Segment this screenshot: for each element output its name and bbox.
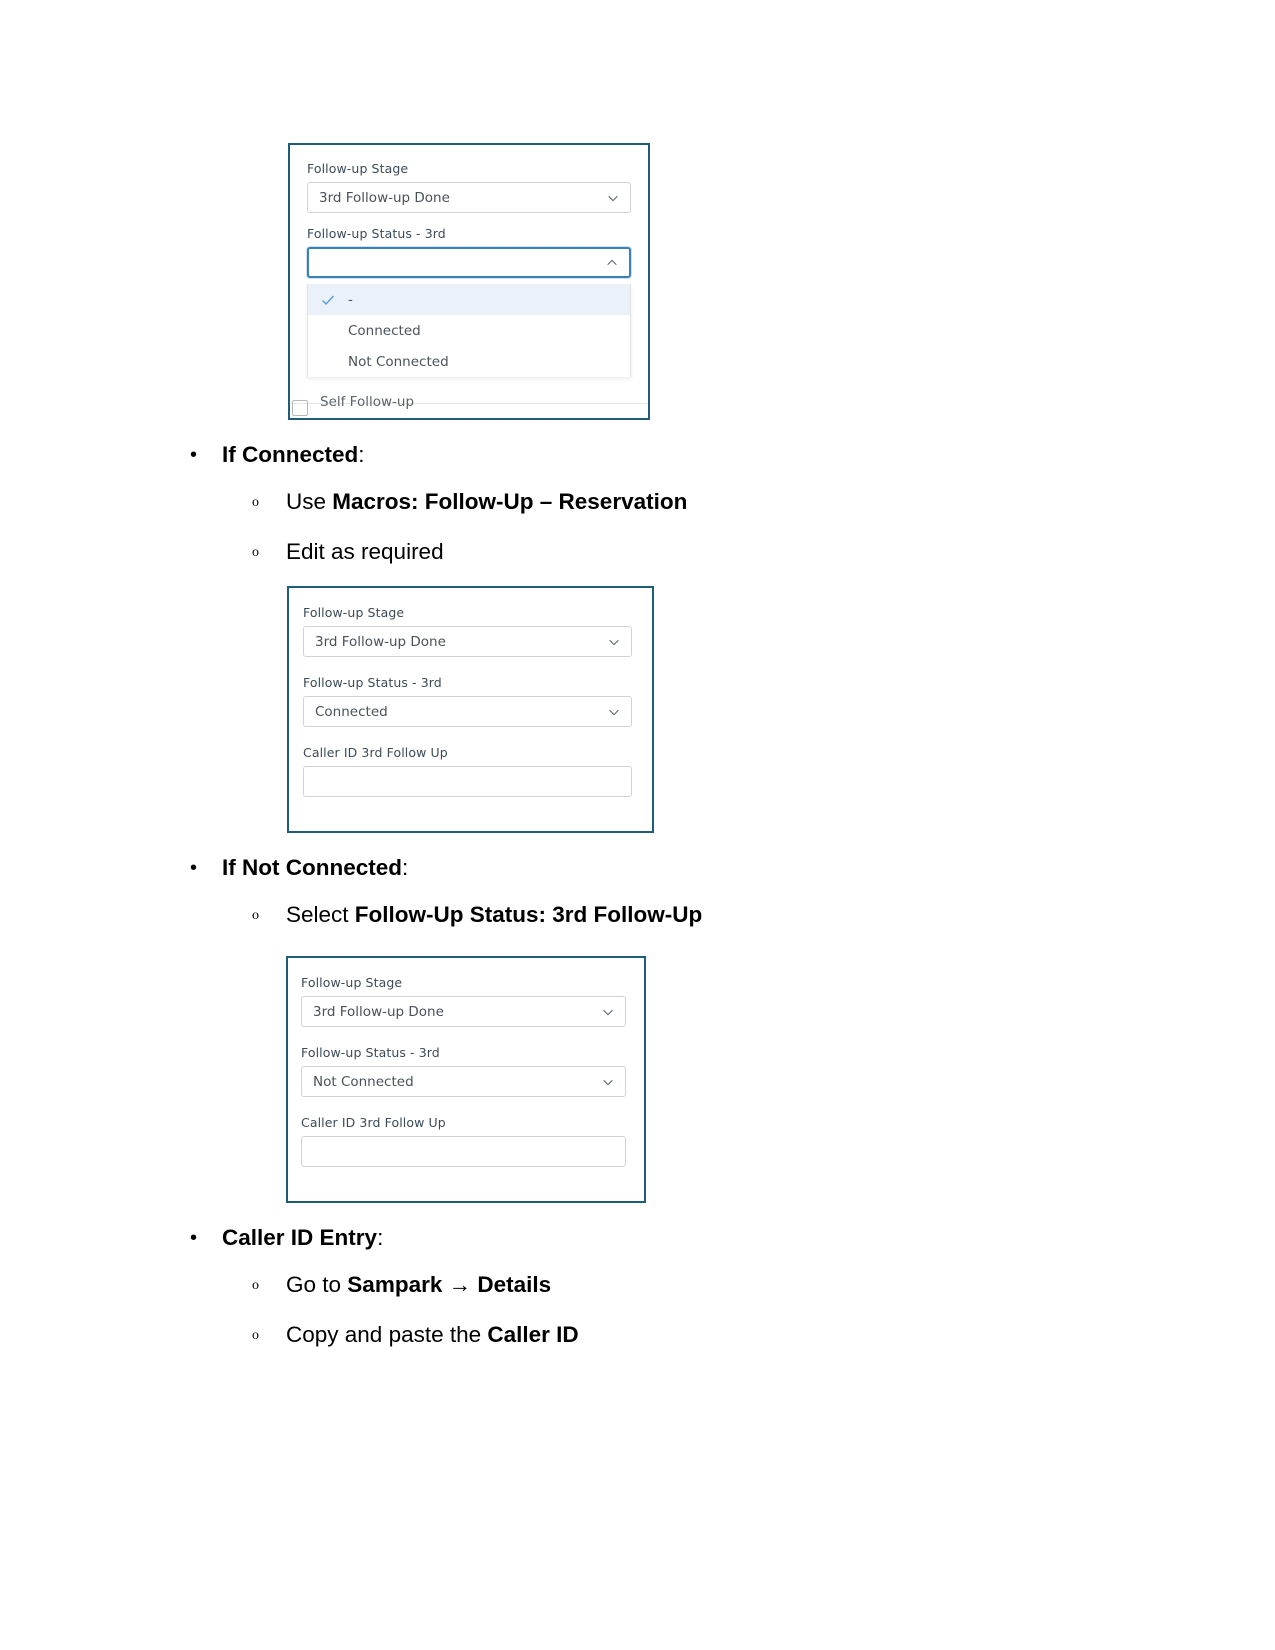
field-label: Follow-up Stage <box>307 161 409 176</box>
combo-follow-up-stage[interactable] <box>301 996 626 1027</box>
chevron-down-icon <box>606 191 620 205</box>
dropdown-options-list <box>307 284 631 377</box>
bullet-text <box>222 440 365 470</box>
field-caller-id-3rd-follow-up <box>303 745 632 797</box>
bullet-suffix: : <box>358 442 365 467</box>
field-follow-up-stage <box>301 975 626 1027</box>
bullet-text <box>222 853 408 883</box>
dropdown-option-label: - <box>348 291 353 308</box>
bullet-marker: • <box>190 444 198 466</box>
sub-bullet-text <box>286 487 687 517</box>
field-label: Caller ID 3rd Follow Up <box>303 745 448 760</box>
combo-value: Not Connected <box>313 1073 414 1090</box>
field-label: Follow-up Status - 3rd <box>307 226 446 241</box>
sub-bullet-use-macros <box>0 487 1275 519</box>
bullet-marker: • <box>190 857 198 879</box>
check-icon <box>320 292 336 308</box>
bullet-bold: If Not Connected <box>222 855 402 880</box>
sub-bullet-bold: Sampark → Details <box>347 1272 552 1297</box>
sub-bullet-prefix: Use <box>286 489 333 514</box>
caller-id-input[interactable] <box>303 766 632 797</box>
section-if-not-connected <box>0 853 1275 932</box>
bullet-caller-id-entry <box>0 1223 1275 1253</box>
field-label: Follow-up Stage <box>301 975 403 990</box>
sub-bullet-prefix: Select <box>286 902 355 927</box>
dropdown-option[interactable] <box>308 315 630 346</box>
sub-bullet-prefix: Go to <box>286 1272 348 1297</box>
chevron-down-icon <box>607 635 621 649</box>
clipped-bottom-row <box>290 394 648 418</box>
bullet-marker: • <box>190 1227 198 1249</box>
field-follow-up-stage <box>303 605 632 657</box>
bullet-if-connected <box>0 440 1275 470</box>
chevron-down-icon <box>601 1075 615 1089</box>
bullet-if-not-connected <box>0 853 1275 883</box>
sub-bullet-copy-paste-caller-id <box>0 1320 1275 1352</box>
sub-bullet-marker: o <box>252 1328 259 1343</box>
bullet-suffix: : <box>402 855 409 880</box>
clipped-label: Self Follow-up <box>320 394 415 410</box>
combo-follow-up-status[interactable] <box>301 1066 626 1097</box>
field-follow-up-status-3rd <box>301 1045 626 1097</box>
sub-bullet-text <box>286 1270 551 1300</box>
combo-value: 3rd Follow-up Done <box>319 189 450 206</box>
field-label: Follow-up Stage <box>303 605 405 620</box>
field-label: Follow-up Status - 3rd <box>301 1045 440 1060</box>
checkbox-icon <box>292 400 308 416</box>
field-follow-up-stage <box>307 161 631 213</box>
bullet-bold: If Connected <box>222 442 359 467</box>
sub-bullet-prefix: Copy and paste the <box>286 1322 488 1347</box>
dropdown-option[interactable] <box>308 284 630 315</box>
sub-bullet-marker: o <box>252 1278 259 1293</box>
sub-bullet-marker: o <box>252 545 259 560</box>
section-caller-id-entry <box>0 1223 1275 1352</box>
sub-bullet-bold: Follow-Up Status: 3rd Follow-Up <box>354 902 703 927</box>
dropdown-option-label: Not Connected <box>348 353 449 370</box>
field-follow-up-status-3rd <box>303 675 632 727</box>
bullet-bold: Caller ID Entry <box>222 1225 378 1250</box>
sub-bullet-marker: o <box>252 495 259 510</box>
bullet-text <box>222 1223 383 1253</box>
combo-value: Connected <box>315 703 388 720</box>
sub-bullet-text <box>286 1320 579 1350</box>
combo-value: 3rd Follow-up Done <box>313 1003 444 1020</box>
combo-value: 3rd Follow-up Done <box>315 633 446 650</box>
chevron-down-icon <box>601 1005 615 1019</box>
chevron-down-icon <box>607 705 621 719</box>
field-caller-id-3rd-follow-up <box>301 1115 626 1167</box>
field-label: Follow-up Status - 3rd <box>303 675 442 690</box>
sub-bullet-bold: Macros: Follow-Up – Reservation <box>332 489 688 514</box>
combo-follow-up-status[interactable] <box>307 247 631 278</box>
field-follow-up-status-3rd <box>307 226 631 377</box>
chevron-up-icon <box>605 256 619 270</box>
figure-connected-form <box>287 586 654 833</box>
sub-bullet-go-to-sampark <box>0 1270 1275 1302</box>
combo-follow-up-status[interactable] <box>303 696 632 727</box>
dropdown-option-label: Connected <box>348 322 421 339</box>
sub-bullet-edit-as-required <box>0 537 1275 569</box>
sub-bullet-bold: Caller ID <box>487 1322 579 1347</box>
field-label: Caller ID 3rd Follow Up <box>301 1115 446 1130</box>
combo-follow-up-stage[interactable] <box>303 626 632 657</box>
figure-not-connected-form <box>286 956 646 1203</box>
figure-dropdown-open <box>288 143 650 420</box>
sub-bullet-text <box>286 900 702 930</box>
sub-bullet-text: Edit as required <box>286 539 444 564</box>
caller-id-input[interactable] <box>301 1136 626 1167</box>
sub-bullet-marker: o <box>252 908 259 923</box>
dropdown-option[interactable] <box>308 346 630 377</box>
bullet-suffix: : <box>377 1225 384 1250</box>
section-if-connected <box>0 440 1275 569</box>
combo-follow-up-stage[interactable] <box>307 182 631 213</box>
sub-bullet-select-status <box>0 900 1275 932</box>
